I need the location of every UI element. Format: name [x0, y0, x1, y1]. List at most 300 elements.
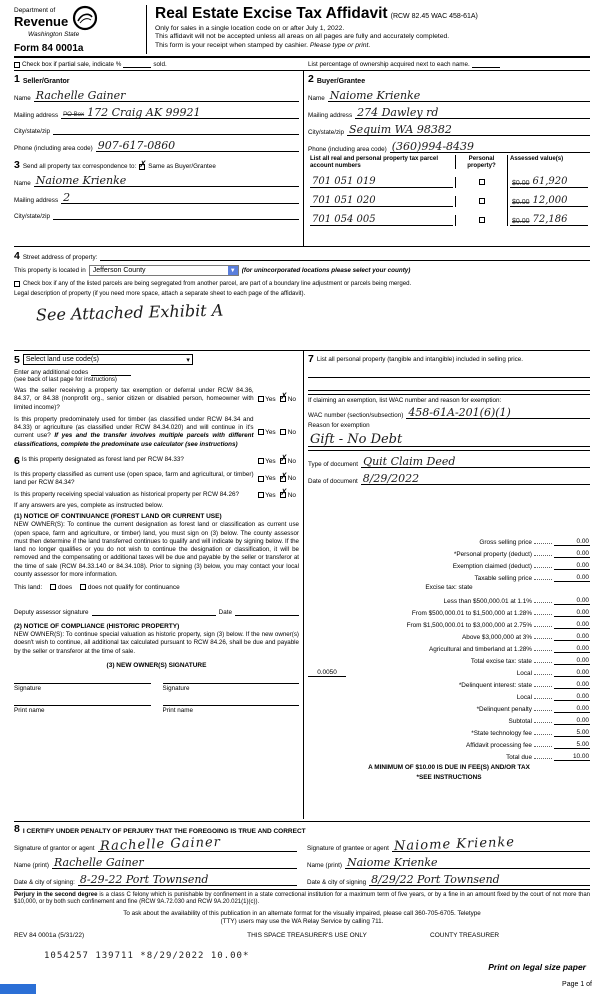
- section-3-header: [14, 160, 299, 171]
- fee-value: 0.00: [554, 657, 590, 665]
- yes-label: Yes: [265, 395, 276, 403]
- same-as-buyer-label: Same as Buyer/Grantee: [148, 163, 216, 170]
- signature-label: Signature: [162, 684, 190, 692]
- correspondence-mailing-handwriting: 2: [63, 191, 71, 204]
- segregated-label: Check box if any of the listed parcels are being segregated from another parcel, are part of a boundary line adjustment or parcels being merged.: [23, 280, 412, 287]
- segregated-checkbox[interactable]: [14, 281, 20, 287]
- fee-value: 0.00: [554, 645, 590, 653]
- header-note-3-text: This form is your receipt when stamped by cashier.: [155, 41, 310, 49]
- certification-title: I CERTIFY UNDER PENALTY OF PERJURY THAT THE FOREGOING IS TRUE AND CORRECT: [22, 827, 306, 835]
- grantor-signature-label: Signature of grantor or agent: [14, 844, 95, 852]
- fee-leader: [534, 662, 552, 663]
- land-use-chevron-icon: ▾: [186, 356, 190, 364]
- additional-codes-field[interactable]: [91, 369, 131, 376]
- seller-name-label: Name: [14, 94, 31, 102]
- assessed-handwriting-3: 72,186: [532, 213, 568, 225]
- if-yes-note: If any answers are yes, complete as instructed below.: [14, 502, 164, 510]
- fee-leader: [534, 722, 552, 723]
- parcel-number-field-3[interactable]: [310, 215, 453, 226]
- fee-label: *State technology fee: [471, 730, 532, 737]
- fee-label: Agricultural and timberland at 1.28%: [428, 646, 532, 653]
- fee-row-processing-fee: [308, 737, 590, 749]
- fee-row-tier2: [308, 605, 590, 617]
- fee-value: 0.00: [554, 538, 590, 546]
- grantee-date-city-label: Date & city of signing: [307, 878, 367, 886]
- notice-2-body: NEW OWNER(S): To continue special valuation as historic property, sign (3) below. If the new owner(s) doesn't wish to continue, all additional tax calculated pursuant to RCW 84.26, shall be due and payable by the seller or transferor at the time of sale.: [14, 631, 299, 655]
- fee-value: 0.00: [554, 705, 590, 713]
- alternate-format-line-2: (TTY) users may use the WA Relay Service by calling 711.: [220, 918, 384, 926]
- current-use-no-checkbox[interactable]: [280, 471, 288, 482]
- header-note-2: This affidavit will not be accepted unless all areas on all pages are fully and accurately completed.: [155, 33, 450, 40]
- buyer-city-handwriting: Sequim WA 98382: [349, 122, 452, 136]
- personal-property-header: Personal property?: [456, 155, 508, 169]
- seller-mailing-handwriting: 172 Craig AK 99921: [87, 105, 201, 119]
- date-of-document-label: Date of document: [308, 477, 358, 485]
- grantee-signature-field[interactable]: [392, 834, 590, 854]
- form-title: Real Estate Excise Tax Affidavit: [155, 5, 388, 22]
- grantor-date-city-handwriting: 8-29-22 Port Townsend: [79, 872, 209, 886]
- fee-leader: [534, 746, 552, 747]
- fee-label: *Delinquent interest: state: [458, 682, 532, 689]
- timber-question-bold: If yes and the transfer involves multiple parcels with different classifications, complete the predominate use calculator (see instructions): [14, 432, 254, 448]
- fee-leader: [534, 650, 552, 651]
- no-label: No: [287, 428, 296, 436]
- fee-row-agricultural: [308, 641, 590, 653]
- this-land-label: This land:: [14, 584, 43, 592]
- deputy-assessor-label: Deputy assessor signature: [14, 609, 89, 617]
- exemption-claim-note: If claiming an exemption, list WAC number and reason for exemption:: [308, 396, 502, 404]
- fee-row-delinquent-penalty: [308, 701, 590, 713]
- seller-city-field[interactable]: [53, 124, 299, 135]
- alternate-format-note: [14, 910, 590, 926]
- fee-label: From $500,000.01 to $1,500,000 at 1.28%: [411, 610, 532, 617]
- partial-sold-label: sold.: [153, 61, 167, 68]
- department-of-label: Department of: [14, 7, 56, 14]
- partial-sale-label: Check box if partial sale, indicate %: [22, 61, 122, 68]
- exemption-question-text: Was the seller receiving a property tax exemption or deferral under RCW 84.36, 84.37, or 84.38 (nonprofit org., senior citizen or disabled person, homeowner with limited income)?: [14, 387, 254, 411]
- section-5-number: 5: [14, 353, 20, 366]
- county-dropdown-value: Jefferson County: [92, 267, 146, 274]
- legal-size-note: Print on legal size paper: [488, 962, 586, 972]
- details-row: [14, 351, 590, 819]
- buyer-mailing-field[interactable]: [355, 107, 590, 119]
- exemption-yes-checkbox[interactable]: [258, 396, 264, 402]
- print-name-label: Print name: [14, 706, 45, 714]
- fee-label: *Personal property (deduct): [453, 551, 532, 558]
- fee-label: Exemption claimed (deduct): [452, 563, 532, 570]
- excise-tax-state-header: Excise tax: state: [425, 584, 473, 591]
- wac-number-field[interactable]: [406, 407, 590, 419]
- new-owner-printname-row: [14, 705, 299, 714]
- wac-number-label: WAC number (section/subsection): [308, 411, 404, 419]
- timber-question-text: Is this property predominately used for timber (as classified under RCW 84.34 and 84.33) or agriculture (as classified under RCW 84.34.020) and will continue in it's current use?: [14, 415, 254, 440]
- form-number: Form 84 0001a: [14, 43, 84, 54]
- new-owner-signature-row: [14, 683, 299, 692]
- cashier-stamp: 1054257 139711 *8/29/2022 10.00*: [44, 951, 250, 962]
- grantee-date-city-handwriting: 8/29/22 Port Townsend: [371, 872, 500, 886]
- correspondence-name-label: Name: [14, 180, 31, 187]
- additional-codes-label: Enter any additional codes: [14, 369, 89, 376]
- section-4-number: 4: [14, 249, 20, 262]
- fee-leader: [534, 638, 552, 639]
- legal-description-field[interactable]: [14, 297, 590, 343]
- section-3-number: 3: [14, 158, 20, 171]
- fee-row-subtotal: [308, 713, 590, 725]
- page-number: Page 1 of: [562, 981, 592, 988]
- fee-leader: [534, 543, 552, 544]
- section-1-number: 1: [14, 73, 20, 85]
- agency-block: [14, 5, 146, 54]
- fee-table: [308, 534, 590, 781]
- date-of-document-field[interactable]: [361, 473, 590, 485]
- partial-sale-row: [14, 58, 590, 71]
- seller-name-field[interactable]: [34, 90, 299, 102]
- yes-label: Yes: [265, 491, 276, 499]
- section-4-property: [14, 247, 590, 351]
- no-label: No: [287, 475, 296, 483]
- new-owner-signature-field-1[interactable]: [14, 683, 151, 692]
- grantor-date-city-label: Date & city of signing:: [14, 878, 75, 886]
- alternate-format-line-1: To ask about the availability of this publication in an alternate format for the visually impaired, please call 360-705-6705. Teletype: [123, 910, 481, 918]
- assessed-printed-3: $0.00: [512, 217, 530, 225]
- fee-value: 0.00: [554, 669, 590, 677]
- fee-row-tier4: [308, 629, 590, 641]
- buyer-phone-label: Phone (including area code): [308, 145, 387, 153]
- grantor-signature-handwriting: Rachelle Gainer: [99, 834, 221, 854]
- buyer-phone-field[interactable]: [390, 141, 590, 153]
- see-instructions-note: *SEE INSTRUCTIONS: [416, 774, 482, 781]
- seller-phone-label: Phone (including area code): [14, 144, 93, 152]
- fee-value: 0.00: [554, 562, 590, 570]
- historic-no-checkbox[interactable]: [280, 488, 288, 499]
- historic-yes-checkbox[interactable]: [258, 492, 264, 498]
- fee-row-taxable: [308, 570, 590, 582]
- buyer-city-label: City/state/zip: [308, 128, 345, 136]
- forest-no-checkmark: ✗: [280, 454, 288, 465]
- new-owner-printname-field-1[interactable]: [14, 705, 151, 714]
- personal-property-line-1[interactable]: [308, 365, 590, 378]
- does-label: does: [58, 584, 73, 592]
- section-6-number: 6: [14, 455, 20, 468]
- notice-1-title: (1) NOTICE OF CONTINUANCE (FOREST LAND OR CURRENT USE): [14, 513, 222, 521]
- parcel-number-3: 701 054 005: [312, 213, 376, 225]
- divider: [308, 450, 590, 451]
- fee-row-total-due: [308, 749, 590, 761]
- washington-state-label: Washington State: [28, 31, 80, 38]
- current-use-question-text: Is this property classified as current use (open space, farm and agricultural, or timber) land per RCW 84.34?: [14, 470, 254, 486]
- street-address-field[interactable]: [100, 250, 590, 261]
- timber-yes-checkbox[interactable]: [258, 429, 264, 435]
- fee-value: 0.00: [554, 717, 590, 725]
- seller-grantor-label: Seller/Grantor: [22, 77, 70, 85]
- land-use-dropdown[interactable]: [23, 354, 193, 365]
- section-5-header: [14, 354, 299, 365]
- seller-phone-handwriting: 907-617-0860: [97, 138, 176, 152]
- does-not-checkbox[interactable]: [80, 584, 86, 590]
- correspondence-name-field[interactable]: [34, 175, 299, 187]
- fee-value: 0.00: [554, 633, 590, 641]
- title-block: [146, 5, 590, 54]
- buyer-mailing-handwriting: 274 Dawley rd: [357, 105, 439, 119]
- forest-no-checkbox[interactable]: [280, 454, 288, 465]
- legal-description-handwriting: See Attached Exhibit A: [35, 300, 224, 325]
- located-in-label: This property is located in: [14, 267, 86, 274]
- revenue-wordmark: Revenue: [14, 14, 69, 29]
- fee-row-tier3: [308, 617, 590, 629]
- type-of-document-label: Type of document: [308, 460, 359, 468]
- forest-question: [14, 456, 299, 467]
- fee-label: *Delinquent penalty: [476, 706, 532, 713]
- county-dropdown[interactable]: [89, 265, 239, 276]
- assessed-value-field-1[interactable]: [510, 177, 588, 188]
- fee-value: 0.00: [554, 574, 590, 582]
- fee-value: 0.00: [554, 681, 590, 689]
- deputy-assessor-row: [14, 605, 299, 616]
- seller-mailing-field[interactable]: [61, 107, 299, 119]
- section-7-personal-property: [308, 354, 590, 532]
- header-note-1: Only for sales in a single location code on or after July 1, 2022.: [155, 24, 345, 32]
- perjury-rest-text: is a class C felony which is punishable by confinement in a state correctional institution for a maximum term of five years, or by a fine in an amount fixed by the court of not more than $10,000, or by both such confinement and fine (RCW 9A.72.030 and RCW 9A.20.021(1)(c)).: [14, 891, 591, 906]
- timber-question: [14, 416, 299, 449]
- correspondence-mailing-field[interactable]: [61, 192, 299, 204]
- fee-label: Total due: [506, 754, 532, 761]
- type-of-document-handwriting: Quit Claim Deed: [363, 454, 456, 468]
- seller-phone-field[interactable]: [96, 140, 299, 152]
- parties-row: [14, 71, 590, 247]
- grantee-printname-field[interactable]: [345, 857, 590, 869]
- fee-row-technology-fee: [308, 725, 590, 737]
- grantor-printname-handwriting: Rachelle Gainer: [54, 855, 144, 869]
- parcel-number-2: 701 051 020: [312, 194, 376, 206]
- fee-leader: [534, 758, 552, 759]
- buyer-city-field[interactable]: [347, 124, 590, 136]
- no-label: No: [287, 457, 296, 465]
- fee-value: 0.00: [554, 621, 590, 629]
- fee-row-exemption: [308, 558, 590, 570]
- seller-pobox-struck: PO Box: [63, 110, 85, 118]
- correspondence-city-field[interactable]: [53, 209, 299, 220]
- new-owner-printname-field-2[interactable]: [163, 705, 300, 714]
- current-use-question: [14, 471, 299, 488]
- grantee-date-city-field[interactable]: [369, 874, 590, 886]
- personal-property-list-label: List all personal property (tangible and intangible) included in selling price.: [316, 356, 524, 364]
- form-header: [14, 5, 590, 58]
- does-checkbox[interactable]: [50, 584, 56, 590]
- reason-exemption-handwriting: Gift - No Debt: [310, 431, 403, 447]
- partial-percent-field[interactable]: [123, 61, 151, 68]
- additional-codes-note: (see back of last page for instructions): [14, 376, 117, 383]
- forest-question-text: Is this property designated as forest land per RCW 84.33?: [21, 456, 184, 464]
- fee-value: 0.00: [554, 693, 590, 701]
- section-1-header: [14, 74, 299, 85]
- fee-label: Local: [516, 670, 532, 677]
- assessed-handwriting-2: 12,000: [532, 194, 568, 206]
- seller-mailing-label: Mailing address: [14, 111, 59, 119]
- form-rcw-code: (RCW 82.45 WAC 458-61A): [390, 13, 478, 20]
- exemption-no-checkmark: ✗: [280, 392, 288, 403]
- notice-3-title: (3) NEW OWNER(S) SIGNATURE: [106, 661, 207, 669]
- parcel-row-1: [308, 169, 590, 188]
- exemption-no-checkbox[interactable]: [280, 392, 288, 403]
- buyer-name-handwriting: Naiome Krienke: [329, 88, 421, 102]
- personal-property-line-2[interactable]: [308, 378, 590, 391]
- local-rate-field[interactable]: 0.0050: [308, 669, 346, 677]
- correspondence-name-handwriting: Naiome Krienke: [35, 174, 127, 187]
- correspondence-label: Send all property tax correspondence to:: [22, 163, 137, 170]
- fee-row-delinquent-interest-local: [308, 689, 590, 701]
- fee-value: 0.00: [554, 609, 590, 617]
- assessed-value-field-2[interactable]: [510, 196, 588, 207]
- current-use-yes-checkbox[interactable]: [258, 476, 264, 482]
- section-2-number: 2: [308, 73, 314, 85]
- seller-city-label: City/state/zip: [14, 127, 51, 135]
- section-8-number: 8: [14, 823, 20, 835]
- grantee-printname-label: Name (print): [307, 861, 342, 869]
- parcel-number-1: 701 051 019: [312, 175, 376, 187]
- fee-label: Gross selling price: [479, 539, 532, 546]
- historic-question-text: Is this property receiving special valuation as historical property per RCW 84.26?: [14, 491, 240, 499]
- grantor-printname-label: Name (print): [14, 861, 49, 869]
- header-note-3: [155, 42, 590, 49]
- same-as-buyer-checkbox[interactable]: [139, 160, 147, 170]
- assessed-printed-2: $0.00: [512, 198, 530, 206]
- ownership-percent-label: List percentage of ownership acquired next to each name.: [308, 61, 470, 68]
- assessed-value-header: Assessed value(s): [510, 154, 564, 162]
- deputy-date-field[interactable]: [235, 605, 299, 616]
- fee-value: 0.00: [554, 550, 590, 558]
- perjury-bold-text: Perjury in the second degree: [14, 891, 98, 898]
- exemption-question: [14, 387, 299, 412]
- same-as-buyer-checkmark: ✗: [139, 160, 147, 170]
- historic-question: [14, 488, 299, 499]
- fee-leader: [534, 555, 552, 556]
- grantor-printname-field[interactable]: [52, 857, 297, 869]
- personal-property-checkbox-1[interactable]: [479, 179, 485, 185]
- section-7-number: 7: [308, 353, 314, 365]
- fee-leader: [534, 614, 552, 615]
- ownership-percent-field[interactable]: [472, 61, 500, 68]
- fee-row-tier1: [308, 593, 590, 605]
- buyer-phone-handwriting: (360)994-8439: [391, 139, 475, 153]
- personal-property-checkbox-2[interactable]: [479, 198, 485, 204]
- this-land-row: [14, 584, 299, 591]
- correspondence-city-label: City/state/zip: [14, 213, 51, 220]
- parcel-row-3: [308, 207, 590, 226]
- footer-row: [14, 932, 590, 939]
- fee-value: 0.00: [554, 597, 590, 605]
- grantor-signature-field[interactable]: [98, 834, 297, 854]
- wac-number-handwriting: 458-61A-201(6)(1): [408, 405, 511, 419]
- fee-leader: [534, 626, 552, 627]
- correspondence-mailing-label: Mailing address: [14, 197, 59, 204]
- type-of-document-field[interactable]: [361, 456, 590, 468]
- buyer-name-label: Name: [308, 94, 325, 102]
- land-use-dropdown-value: Select land use code(s): [25, 356, 99, 363]
- fee-label: Less than $500,000.01 at 1.1%: [443, 598, 532, 605]
- fee-label: Subtotal: [508, 718, 532, 725]
- fee-leader: [534, 567, 552, 568]
- no-label: No: [287, 491, 296, 499]
- fee-leader: [534, 698, 552, 699]
- section-7-header: [308, 354, 590, 365]
- grantee-signature-handwriting: Naiome Krienke: [393, 834, 516, 854]
- minimum-due-note: A MINIMUM OF $10.00 IS DUE IN FEE(S) AND/OR TAX: [368, 764, 530, 771]
- parcel-numbers-header: List all real and personal property tax parcel account numbers: [308, 155, 456, 169]
- fee-row-personal: [308, 546, 590, 558]
- fee-label: Total excise tax: state: [470, 658, 532, 665]
- fee-leader: [534, 710, 552, 711]
- reason-exemption-field[interactable]: [308, 429, 590, 447]
- parcel-row-2: [308, 188, 590, 207]
- fee-leader: [534, 674, 552, 675]
- buyer-grantee-label: Buyer/Grantee: [316, 77, 366, 85]
- assessed-value-field-3[interactable]: [510, 215, 588, 226]
- bottom-left-ui-fragment[interactable]: [0, 984, 36, 994]
- seller-name-handwriting: Rachelle Gainer: [35, 88, 126, 102]
- reason-exemption-label: Reason for exemption: [308, 421, 370, 429]
- notice-2-title: (2) NOTICE OF COMPLIANCE (HISTORIC PROPERTY): [14, 623, 180, 631]
- parcel-table-header: [308, 155, 590, 169]
- divider: [308, 394, 590, 395]
- fee-label: Local: [516, 694, 532, 701]
- fee-value: 5.00: [554, 729, 590, 737]
- chevron-down-icon: ▼: [228, 266, 238, 275]
- fee-row-total-state: [308, 653, 590, 665]
- fee-label: From $1,500,000.01 to $3,000,000 at 2.75%: [406, 622, 532, 629]
- assessed-handwriting-1: 61,920: [532, 175, 568, 187]
- forest-yes-checkbox[interactable]: [258, 458, 264, 464]
- treasurer-space-label: THIS SPACE TREASURER'S USE ONLY: [247, 932, 367, 940]
- no-label: No: [287, 395, 296, 403]
- current-use-no-checkmark: ✗: [280, 471, 288, 482]
- fee-label: Above $3,000,000 at 3%: [462, 634, 532, 641]
- fee-value: 5.00: [554, 741, 590, 749]
- parcel-number-field-1[interactable]: [310, 177, 453, 188]
- date-label: Date: [218, 609, 232, 617]
- deputy-signature-field[interactable]: [92, 605, 216, 616]
- fee-value: 10.00: [554, 753, 590, 761]
- street-address-label: Street address of property:: [22, 254, 98, 261]
- yes-label: Yes: [265, 475, 276, 483]
- parcel-number-field-2[interactable]: [310, 196, 453, 207]
- personal-property-checkbox-3[interactable]: [479, 217, 485, 223]
- fee-leader: [534, 686, 552, 687]
- rev-form-id: REV 84 0001a (5/31/22): [14, 932, 85, 940]
- grantee-printname-handwriting: Naiome Krienke: [347, 855, 438, 869]
- yes-label: Yes: [265, 457, 276, 465]
- section-8-certification: [14, 821, 590, 886]
- historic-no-checkmark: ✗: [280, 488, 288, 499]
- legal-description-label: Legal description of property (if you need more space, attach a separate sheet to each page of the affidavit).: [14, 290, 306, 297]
- grantor-date-city-field[interactable]: [78, 874, 297, 886]
- partial-sale-checkbox[interactable]: [14, 62, 20, 68]
- section-2-header: [308, 74, 590, 85]
- timber-no-checkbox[interactable]: [280, 429, 286, 435]
- yes-label: Yes: [265, 428, 276, 436]
- fee-label: Affidavit processing fee: [466, 742, 532, 749]
- fee-row-local: [308, 665, 590, 677]
- new-owner-signature-field-2[interactable]: [163, 683, 300, 692]
- fee-label: Taxable selling price: [474, 575, 532, 582]
- print-name-label: Print name: [162, 706, 193, 714]
- signature-label: Signature: [14, 684, 41, 692]
- buyer-name-field[interactable]: [328, 90, 590, 102]
- fee-row-delinquent-interest-state: [308, 677, 590, 689]
- header-note-3-italic: Please type or print.: [309, 41, 371, 49]
- fee-leader: [534, 734, 552, 735]
- buyer-mailing-label: Mailing address: [308, 111, 353, 119]
- county-treasurer-label: COUNTY TREASURER: [430, 932, 500, 940]
